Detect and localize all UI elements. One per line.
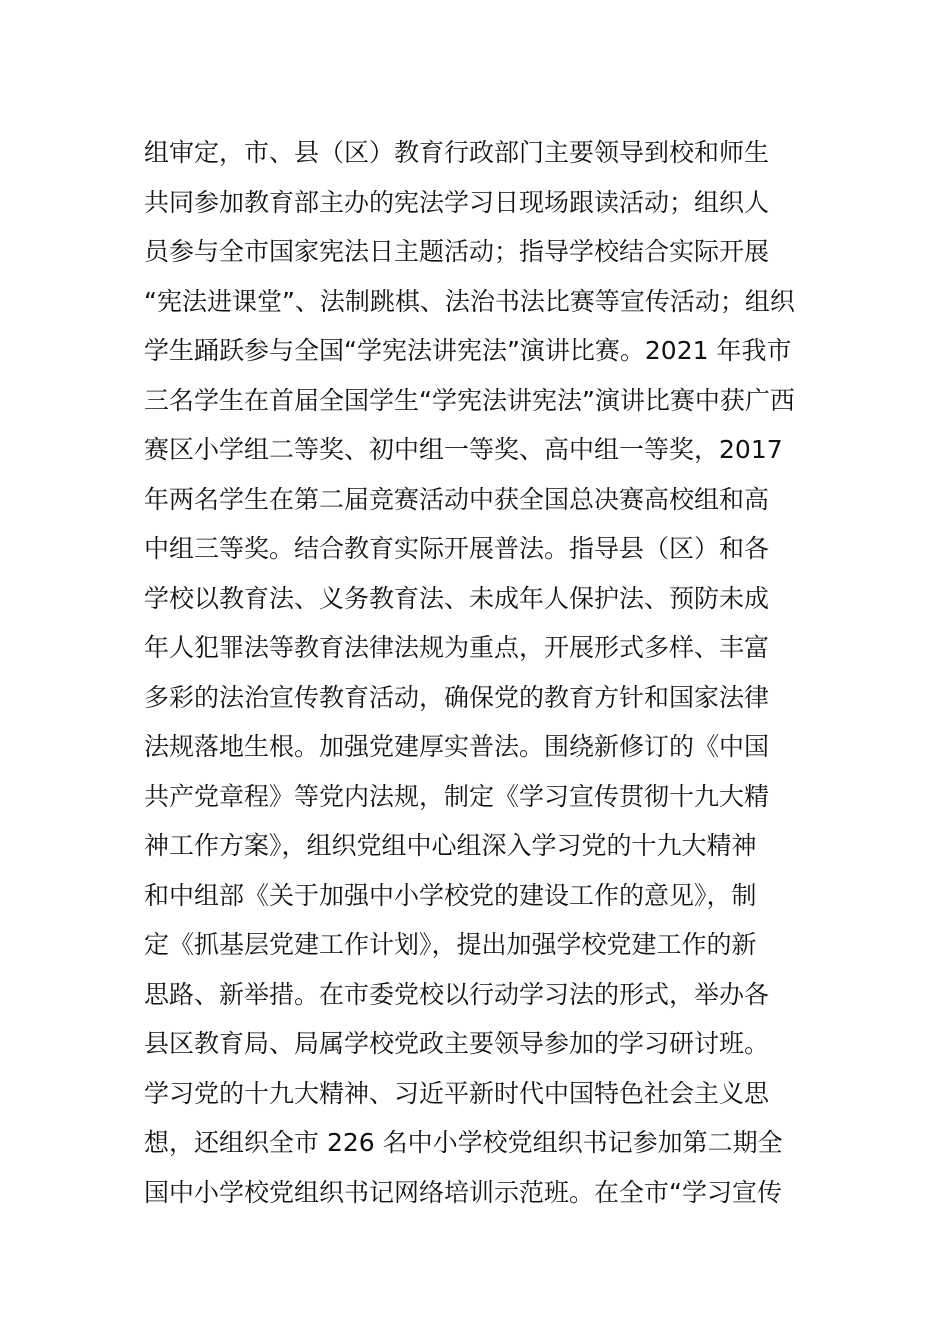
text-line-13: 法规落地生根。加强党建厚实普法。围绕新修订的《中国 [144, 732, 770, 761]
text-line-20: 学习党的十九大精神、习近平新时代中国特色社会主义思 [144, 1078, 770, 1108]
text-line-7: 赛区小学组二等奖、初中组一等奖、高中组一等奖，2017 [144, 435, 783, 464]
text-line-3: 员参与全市国家宪法日主题活动；指导学校结合实际开展 [144, 237, 770, 266]
text-line-22: 国中小学校党组织书记网络培训示范班。在全市“学习宣传 [144, 1177, 782, 1207]
text-line-5: 学生踊跃参与全国“学宪法讲宪法”演讲比赛。2021 年我市 [144, 336, 792, 365]
text-line-19: 县区教育局、局属学校党政主要领导参加的学习研讨班。 [144, 1029, 770, 1058]
text-line-12: 多彩的法治宣传教育活动，确保党的教育方针和国家法律 [144, 682, 770, 712]
text-line-15: 神工作方案》，组织党组中心组深入学习党的十九大精神 [144, 831, 757, 860]
text-line-17: 定《抓基层党建工作计划》，提出加强学校党建工作的新 [144, 930, 757, 959]
body-paragraph [144, 128, 824, 1217]
text-line-1: 组审定，市、县（区）教育行政部门主要领导到校和师生 [144, 138, 770, 167]
text-line-8: 年两名学生在第二届竞赛活动中获全国总决赛高校组和高 [144, 484, 770, 514]
text-line-6: 三名学生在首届全国学生“学宪法讲宪法”演讲比赛中获广西 [144, 385, 795, 415]
text-line-11: 年人犯罪法等教育法律法规为重点，开展形式多样、丰富 [144, 633, 770, 662]
text-line-16: 和中组部《关于加强中小学校党的建设工作的意见》，制 [144, 880, 757, 910]
text-line-18: 思路、新举措。在市委党校以行动学习法的形式，举办各 [144, 979, 770, 1009]
text-line-9: 中组三等奖。结合教育实际开展普法。指导县（区）和各 [144, 534, 770, 563]
text-line-21: 想，还组织全市 226 名中小学校党组织书记参加第二期全 [144, 1128, 783, 1157]
text-line-14: 共产党章程》等党内法规，制定《学习宣传贯彻十九大精 [144, 781, 770, 811]
text-line-2: 共同参加教育部主办的宪法学习日现场跟读活动；组织人 [144, 187, 770, 217]
text-line-10: 学校以教育法、义务教育法、未成年人保护法、预防未成 [144, 583, 770, 613]
text-line-4: “宪法进课堂”、法制跳棋、法治书法比赛等宣传活动；组织 [144, 286, 795, 316]
